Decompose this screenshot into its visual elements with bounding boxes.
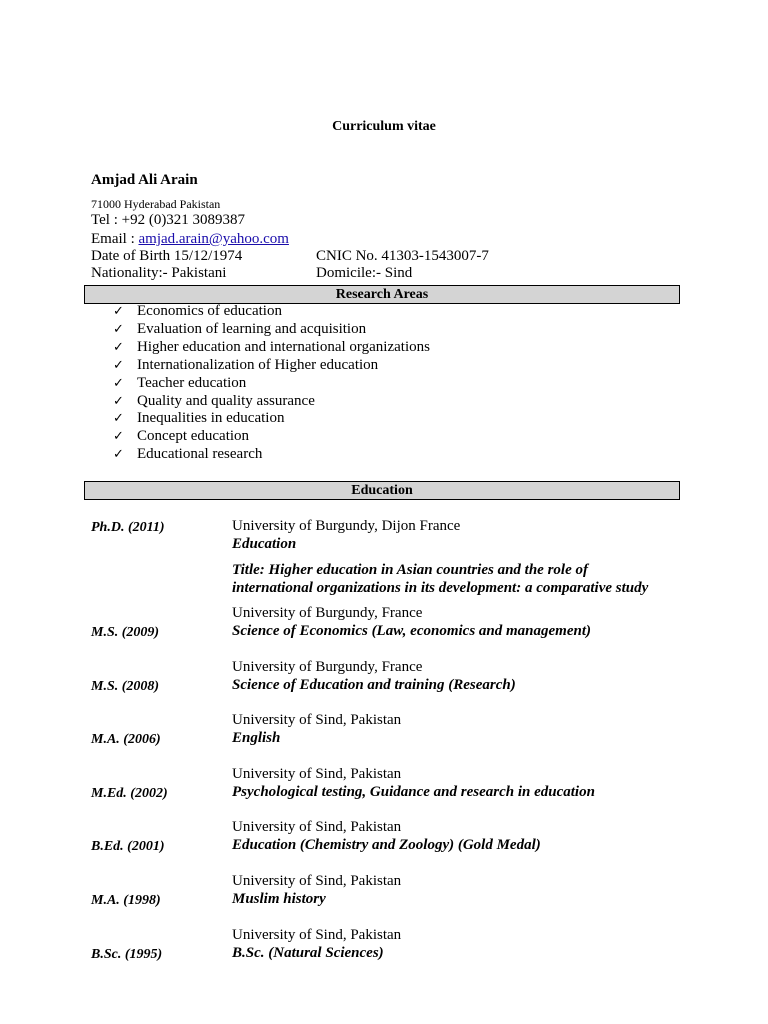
nationality: Nationality:- Pakistani	[91, 265, 227, 281]
research-area-label: Concept education	[137, 428, 250, 445]
research-area-label: Higher education and international organizations	[137, 338, 430, 355]
telephone: Tel : +92 (0)321 3089387	[91, 212, 246, 228]
phd-degree: Ph.D. (2011)	[91, 520, 165, 535]
research-area-label: Economics of education	[137, 303, 282, 319]
phd-thesis-title-line1: Title: Higher education in Asian countries and the role of	[232, 562, 589, 578]
research-area-label: Teacher education	[137, 374, 247, 391]
education-institution: University of Sind, Pakistan	[232, 765, 402, 782]
research-area-item	[113, 428, 249, 445]
address: 71000 Hyderabad Pakistan	[91, 197, 221, 211]
checkmark-icon: ✓	[113, 429, 124, 445]
education-field: Psychological testing, Guidance and research in education	[232, 783, 595, 800]
checkmark-icon: ✓	[113, 357, 124, 373]
research-area-item	[113, 393, 315, 410]
research-area-label: Inequalities in education	[137, 410, 285, 427]
checkmark-icon: ✓	[113, 447, 124, 463]
research-area-label: Internationalization of Higher education	[137, 356, 379, 373]
research-area-item	[113, 303, 282, 320]
phd-field: Education	[232, 536, 297, 552]
research-areas-heading: Research Areas	[84, 285, 680, 304]
research-area-label: Evaluation of learning and acquisition	[137, 320, 367, 337]
education-institution: University of Sind, Pakistan	[232, 873, 402, 889]
research-area-item	[113, 357, 378, 374]
cnic-number: CNIC No. 41303-1543007-7	[316, 248, 489, 264]
checkmark-icon: ✓	[113, 304, 124, 319]
research-area-item	[113, 410, 284, 427]
education-field: English	[232, 730, 281, 747]
education-degree: M.S. (2009)	[91, 625, 160, 640]
checkmark-icon: ✓	[113, 393, 124, 409]
education-institution: University of Burgundy, France	[232, 658, 423, 675]
research-area-item	[113, 375, 246, 392]
checkmark-icon: ✓	[113, 321, 124, 337]
education-field: Science of Economics (Law, economics and management)	[232, 623, 591, 639]
research-area-item	[113, 339, 430, 356]
checkmark-icon: ✓	[113, 375, 124, 391]
education-institution: University of Sind, Pakistan	[232, 712, 402, 729]
date-of-birth: Date of Birth 15/12/1974	[91, 248, 243, 264]
research-area-item	[113, 321, 366, 338]
education-degree: M.S. (2008)	[91, 678, 160, 694]
domicile: Domicile:- Sind	[316, 265, 413, 281]
education-institution: University of Burgundy, France	[232, 605, 423, 621]
education-field: B.Sc. (Natural Sciences)	[232, 944, 384, 961]
education-institution: University of Sind, Pakistan	[232, 926, 402, 943]
document-title: Curriculum vitae	[332, 119, 436, 134]
research-area-item	[113, 446, 262, 463]
education-field: Education (Chemistry and Zoology) (Gold Medal)	[232, 837, 541, 854]
research-area-label: Educational research	[137, 446, 263, 463]
education-degree: B.Sc. (1995)	[91, 946, 163, 962]
email-line	[91, 231, 289, 248]
education-degree: B.Ed. (2001)	[91, 839, 165, 855]
education-institution: University of Sind, Pakistan	[232, 819, 402, 836]
checkmark-icon: ✓	[113, 339, 124, 355]
phd-thesis-title-line2: international organizations in its development: a comparative study	[232, 580, 649, 596]
email-label: Email :	[91, 231, 139, 247]
person-name: Amjad Ali Arain	[91, 172, 198, 188]
research-area-label: Quality and quality assurance	[137, 392, 315, 409]
education-degree: M.A. (2006)	[91, 732, 161, 748]
phd-institution: University of Burgundy, Dijon France	[232, 518, 461, 534]
education-field: Muslim history	[232, 891, 326, 907]
email-link[interactable]: amjad.arain@yahoo.com	[138, 231, 289, 247]
education-degree: M.A. (1998)	[91, 893, 161, 908]
education-heading: Education	[84, 481, 680, 500]
education-field: Science of Education and training (Research)	[232, 676, 516, 693]
education-degree: M.Ed. (2002)	[91, 785, 168, 801]
checkmark-icon: ✓	[113, 411, 124, 427]
